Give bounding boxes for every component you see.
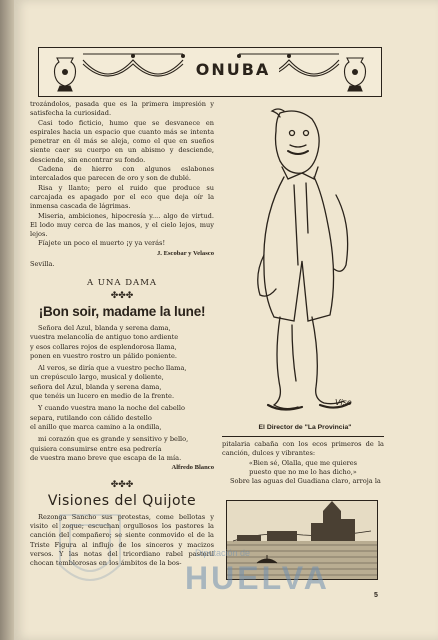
poem-line: mi corazón que es grande y sensitivo y bello, (38, 435, 189, 444)
poet-signature: Alfredo Blanco (171, 464, 214, 472)
verse-line: «Bien sé, Olalla, que me quieres (248, 458, 358, 467)
caricature-illustration (240, 105, 380, 421)
dedication-heading: A UNA DAMA (86, 278, 158, 289)
paragraph: Fíajete un poco el muerto ¡y ya verás! (38, 239, 166, 248)
poem-title: ¡Bon soir, madame la lune! (38, 303, 206, 319)
poem (30, 324, 214, 463)
poem-line: un crepúsculo largo, musical y doliente, (30, 373, 164, 382)
magazine-title: ONUBA (187, 60, 279, 79)
watermark-subtext: Diputación de (195, 548, 251, 558)
paragraph: Cadena de hierro con algunos eslabones intercalados que parecen de oro y son de dublé. (30, 165, 214, 183)
ornament-icon: ✤✤✤ (110, 480, 134, 491)
poem-line: que tenéis un lucero en medio de la frente. (30, 392, 175, 401)
poem-line: Al veros, se diría que a vuestro pecho llama, (38, 364, 187, 373)
paragraph: Rezonga Sancho sus protestas, come bellotas y visito el zoque; escuchan orgullosos los pastores la canción del compañero; se siente conmovido el de la Triste Figura al influjo de los sinceros y macizos versos. Y las notas del tricordiano rabel pastoril chocan temblorosas en los ámbitos de la bos- (30, 512, 214, 568)
poem-line: quisiera consumirse entre esa pedrería (30, 444, 162, 453)
watermark-text: HUELVA (185, 560, 330, 596)
paragraph: Casi todo ficticio, humo que se desvanece en espirales hacia un espacio que cuanto más se intenta penetrar en él más se aleja, como el que en sueños siente caer su cuerpo en un abismo y desciende, desciende, sin encontrar su fondo. (30, 118, 214, 164)
poem-line: el anillo que marca camino a la ondilla, (30, 422, 162, 431)
caricature-signature: Viso (335, 398, 352, 407)
paragraph: Risa y llanto; pero el ruido que produce su carcajada es apagado por el eco que deja oír la inmensa cascada de lágrimas. (30, 183, 214, 211)
poem-line: ponen en vuestro rostro un pálido poniente. (30, 351, 178, 360)
book-binding (0, 0, 14, 640)
paragraph: pitalaria cabaña con los ecos primeros de la canción, dulces y vibrantes: (222, 440, 384, 458)
poem-line: Señora del Azul, blanda y serena dama, (38, 323, 171, 332)
city-line: Sevilla. (30, 260, 55, 269)
verse-line: puesto que no me lo has dicho,» (249, 467, 357, 476)
poem-line: de vuestra mano breve que escapa de la mía. (30, 453, 182, 462)
poem-line: vuestra melancolía de antiguo tono ardiente (30, 333, 179, 342)
poem-line: señora del Azul, blanda y serena dama, (30, 382, 162, 391)
poem-line: separa, rutilando con cálido destello (30, 413, 152, 422)
paragraph: trozándolos, pasada que es la primera impresión y satisfecha la curiosidad. (30, 100, 214, 118)
paragraph: Sobre las aguas del Guadiana claro, arroja la (230, 477, 381, 486)
paragraph: Miseria, ambiciones, hipocresía y.... algo de virtud. El lodo muy cerca de las manos, y el cielo lejos, muy lejos. (30, 211, 214, 239)
right-column (222, 440, 384, 486)
divider (222, 436, 384, 437)
caricature-caption: El Director de "La Provincia" (258, 424, 352, 431)
header-banner (38, 47, 382, 97)
poem-line: y esos collares rojos de esplendorosa llama, (30, 342, 177, 351)
section-title: Visiones del Quijote (47, 493, 197, 510)
poem-line: Y cuando vuestra mano la noche del cabello (38, 404, 185, 413)
author-signature: J. Escobar y Velasco (156, 249, 214, 257)
ornament-icon: ✤✤✤ (110, 290, 134, 301)
page-number: 5 (374, 592, 378, 599)
